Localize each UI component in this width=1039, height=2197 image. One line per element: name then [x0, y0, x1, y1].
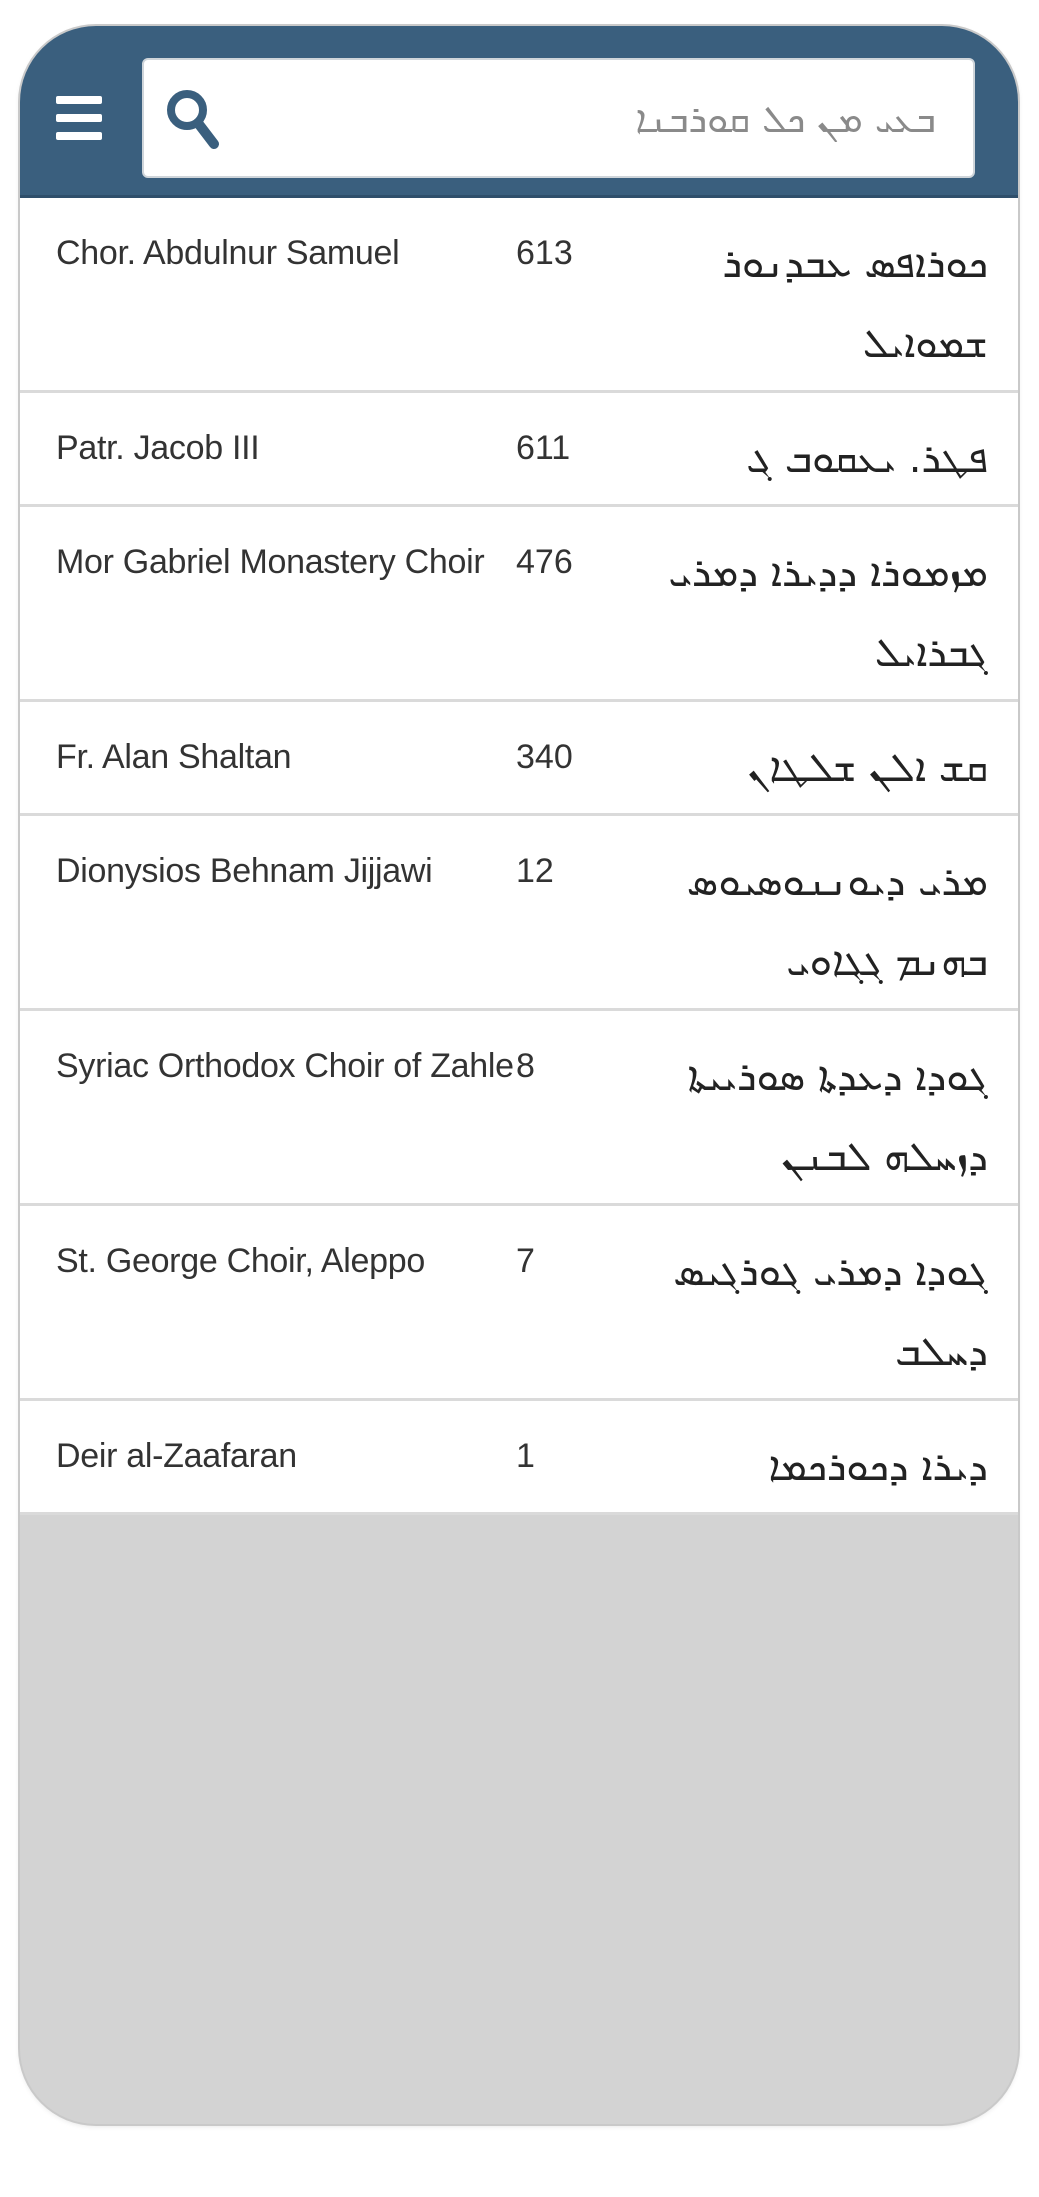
artist-name-syriac: ܦܛܪ. ܝܥܩܘܒ ܓ	[746, 436, 988, 482]
list-item[interactable]	[20, 507, 1018, 702]
track-count: 613	[516, 234, 573, 272]
app-frame	[20, 26, 1018, 2124]
track-count: 8	[516, 1047, 535, 1085]
artist-name-syriac: ܓܘܕܐ ܕܡܪܝ ܓܘܪܓܝܣ ܕܚܠܒ	[673, 1249, 988, 1375]
top-bar	[20, 26, 1018, 198]
artist-name-syriac: ܡܙܡܘܪܐ ܕܕܝܪܐ ܕܡܪܝ ܓܒܪܐܝܠ	[668, 550, 988, 676]
list-item[interactable]	[20, 702, 1018, 816]
track-count: 340	[516, 738, 573, 776]
artist-name: Syriac Orthodox Choir of Zahle	[56, 1047, 514, 1085]
artist-name-syriac: ܕܝܪܐ ܕܟܘܪܟܡܐ	[768, 1444, 988, 1490]
artist-name: Patr. Jacob III	[56, 429, 260, 467]
artist-name-syriac: ܩܫ ܐܠܢ ܫܠܛܐܢ	[747, 745, 988, 791]
track-count: 1	[516, 1437, 535, 1475]
hamburger-menu-icon[interactable]	[56, 96, 102, 140]
artist-name: Dionysios Behnam Jijjawi	[56, 852, 433, 890]
menu-line	[56, 114, 102, 122]
artist-name: Deir al-Zaafaran	[56, 1437, 297, 1475]
results-list	[20, 198, 1018, 1515]
list-item[interactable]	[20, 1206, 1018, 1401]
list-item[interactable]	[20, 393, 1018, 507]
list-item[interactable]	[20, 1401, 1018, 1515]
search-input[interactable]	[234, 74, 938, 164]
artist-name: Chor. Abdulnur Samuel	[56, 234, 400, 272]
list-item[interactable]	[20, 1011, 1018, 1206]
artist-name-syriac: ܡܪܝ ܕܝܘܢܢܘܣܝܘܣ ܒܗܢܡ ܓܓܐܘܝ	[686, 859, 988, 985]
artist-name: Fr. Alan Shaltan	[56, 738, 292, 776]
track-count: 7	[516, 1242, 535, 1280]
track-count: 12	[516, 852, 554, 890]
artist-name: St. George Choir, Aleppo	[56, 1242, 425, 1280]
artist-name-syriac: ܓܘܕܐ ܕܥܕܬܐ ܣܘܪܝܝܬܐ ܕܙܚܠܗ ܠܒܢܢ	[687, 1054, 988, 1180]
artist-name-syriac: ܟܘܪܐܦܣ ܥܒܕܢܘܪ ܫܡܘܐܝܠ	[722, 241, 988, 367]
track-count: 611	[516, 429, 571, 467]
menu-line	[56, 96, 102, 104]
menu-line	[56, 132, 102, 140]
artist-name: Mor Gabriel Monastery Choir	[56, 543, 485, 581]
search-icon[interactable]	[164, 86, 220, 150]
list-item[interactable]	[20, 198, 1018, 393]
list-item[interactable]	[20, 816, 1018, 1011]
track-count: 476	[516, 543, 573, 581]
search-box[interactable]	[142, 58, 975, 178]
